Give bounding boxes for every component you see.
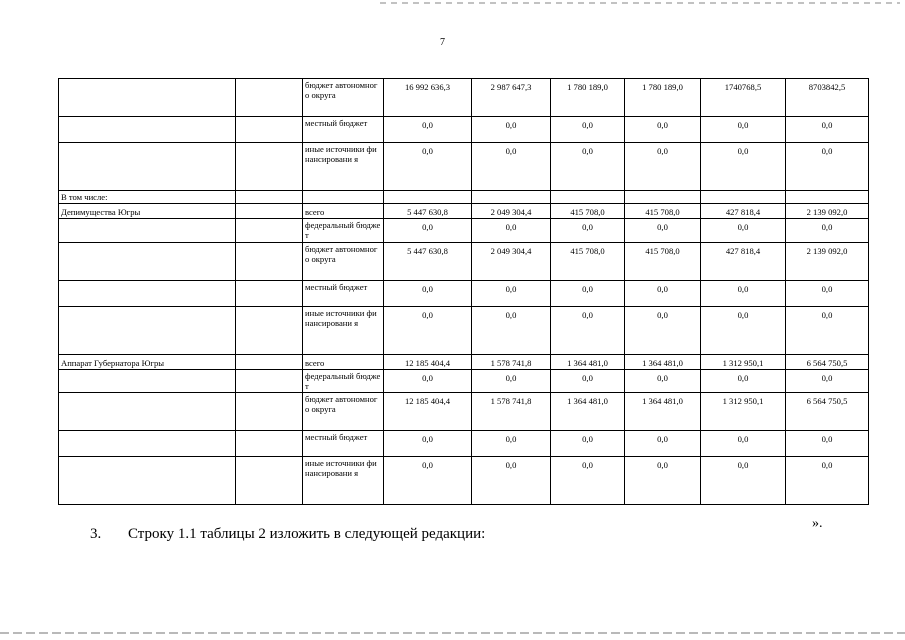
value-text: 1740768,5 [724, 82, 762, 92]
empty-cell [236, 204, 303, 219]
value-text: 0,0 [657, 433, 668, 444]
value-cell [786, 143, 869, 191]
empty-cell [236, 117, 303, 143]
value-cell [472, 242, 551, 280]
value-cell [472, 354, 551, 369]
value-text: 16 992 636,3 [404, 82, 451, 92]
closing-quote: ». [812, 516, 823, 531]
empty-cell [236, 369, 303, 392]
table-row [59, 306, 869, 354]
value-text: 415 708,0 [570, 207, 605, 218]
value-cell [701, 117, 786, 143]
value-text: 0,0 [737, 459, 749, 470]
table-row [59, 430, 869, 456]
value-cell [472, 191, 551, 204]
value-cell [384, 191, 472, 204]
value-text: 0,0 [737, 433, 749, 444]
value-cell [551, 191, 625, 204]
table-row [59, 143, 869, 191]
funding-source-cell: иные источники финансировани я [303, 306, 384, 354]
value-cell [551, 143, 625, 191]
org-cell [59, 392, 236, 430]
value-text: 0,0 [657, 146, 668, 156]
funding-source-cell: федеральный бюджет [303, 369, 384, 392]
value-text: 0,0 [737, 309, 749, 320]
scan-artifact-bottom [0, 632, 905, 634]
value-cell [786, 456, 869, 504]
value-cell [625, 354, 701, 369]
funding-source-cell [303, 191, 384, 204]
value-text: 0,0 [582, 120, 593, 130]
value-cell [701, 242, 786, 280]
empty-cell [236, 430, 303, 456]
value-cell [701, 354, 786, 369]
value-cell [384, 204, 472, 219]
value-cell [625, 456, 701, 504]
value-text: 1 578 741,8 [490, 357, 532, 368]
value-cell [472, 456, 551, 504]
value-cell [472, 117, 551, 143]
value-cell [551, 117, 625, 143]
table-row [59, 392, 869, 430]
value-text: 8703842,5 [808, 82, 846, 92]
value-text: 0,0 [422, 146, 433, 156]
value-cell [551, 430, 625, 456]
value-cell [701, 191, 786, 204]
value-text: 415 708,0 [570, 245, 605, 256]
value-text: 1 364 481,0 [567, 357, 608, 368]
table-row [59, 456, 869, 504]
value-text: 0,0 [582, 146, 593, 156]
value-cell [786, 79, 869, 117]
table-row [59, 191, 869, 204]
page-number: 7 [440, 37, 445, 48]
value-cell [551, 242, 625, 280]
table-row [59, 242, 869, 280]
table-row [59, 354, 869, 369]
value-cell [786, 280, 869, 306]
value-text: 1 364 481,0 [642, 357, 683, 368]
value-text: 415 708,0 [645, 207, 680, 218]
value-text: 0,0 [821, 309, 833, 320]
value-cell [786, 219, 869, 242]
value-cell [384, 117, 472, 143]
value-text: 0,0 [422, 309, 433, 320]
value-cell [786, 354, 869, 369]
value-cell [625, 392, 701, 430]
empty-cell [236, 143, 303, 191]
value-text: 0,0 [505, 309, 517, 320]
value-cell [551, 392, 625, 430]
org-cell [59, 369, 236, 392]
table-row [59, 79, 869, 117]
value-text: 0,0 [821, 459, 833, 470]
value-cell [701, 306, 786, 354]
value-text: 0,0 [505, 372, 517, 383]
value-cell [472, 219, 551, 242]
value-text: 12 185 404,4 [404, 395, 451, 406]
value-cell [786, 430, 869, 456]
value-text: 0,0 [582, 459, 593, 470]
value-cell [786, 242, 869, 280]
org-cell: Аппарат Губернатора Югры [59, 354, 236, 369]
value-text: 0,0 [505, 146, 517, 156]
value-cell [701, 219, 786, 242]
value-text: 12 185 404,4 [404, 357, 451, 368]
value-text: 0,0 [821, 372, 833, 383]
value-text: 0,0 [821, 222, 833, 233]
org-cell: Депимущества Югры [59, 204, 236, 219]
org-cell [59, 306, 236, 354]
empty-cell [236, 219, 303, 242]
value-text: 2 049 304,4 [490, 245, 532, 256]
funding-source-cell: местный бюджет [303, 430, 384, 456]
value-cell [551, 280, 625, 306]
value-cell [701, 204, 786, 219]
value-text: 0,0 [422, 283, 433, 294]
value-cell [786, 204, 869, 219]
funding-source-cell: бюджет автономного округа [303, 79, 384, 117]
value-text: 2 987 647,3 [490, 82, 532, 92]
value-text: 0,0 [422, 433, 433, 444]
value-cell [384, 143, 472, 191]
value-text: 1 312 950,1 [722, 395, 764, 406]
value-cell [625, 430, 701, 456]
value-text: 1 312 950,1 [722, 357, 764, 368]
org-cell [59, 430, 236, 456]
value-text: 1 364 481,0 [567, 395, 608, 406]
value-cell [472, 392, 551, 430]
value-text: 0,0 [737, 222, 749, 233]
value-text: 415 708,0 [645, 245, 680, 256]
value-cell [625, 306, 701, 354]
value-text: 0,0 [505, 459, 517, 470]
value-cell [384, 430, 472, 456]
empty-cell [236, 354, 303, 369]
value-text: 0,0 [737, 120, 749, 130]
funding-source-cell: бюджет автономного округа [303, 242, 384, 280]
value-cell [384, 369, 472, 392]
empty-cell [236, 456, 303, 504]
value-cell [384, 219, 472, 242]
value-text: 0,0 [505, 283, 517, 294]
org-cell [59, 219, 236, 242]
value-cell [786, 191, 869, 204]
value-cell [551, 306, 625, 354]
value-cell [701, 369, 786, 392]
value-text: 5 447 630,8 [407, 245, 448, 256]
value-cell [625, 280, 701, 306]
value-text: 0,0 [582, 372, 593, 383]
value-cell [625, 219, 701, 242]
org-cell [59, 117, 236, 143]
value-cell [625, 117, 701, 143]
value-text: 1 780 189,0 [642, 82, 683, 92]
org-cell [59, 242, 236, 280]
value-cell [472, 306, 551, 354]
value-cell [701, 143, 786, 191]
funding-source-cell: иные источники финансировани я [303, 456, 384, 504]
value-text: 0,0 [737, 372, 749, 383]
funding-source-cell: местный бюджет [303, 117, 384, 143]
empty-cell [236, 306, 303, 354]
value-text: 1 780 189,0 [567, 82, 608, 92]
table-row [59, 117, 869, 143]
value-cell [625, 369, 701, 392]
value-cell [472, 280, 551, 306]
value-cell [551, 354, 625, 369]
value-text: 1 578 741,8 [490, 395, 532, 406]
instruction-text: Строку 1.1 таблицы 2 изложить в следующей редакции: [128, 526, 486, 542]
value-cell [384, 79, 472, 117]
value-text: 1 364 481,0 [642, 395, 683, 406]
funding-source-cell: иные источники финансировани я [303, 143, 384, 191]
value-text: 0,0 [422, 372, 433, 383]
value-cell [625, 204, 701, 219]
table-row [59, 369, 869, 392]
value-cell [786, 306, 869, 354]
value-cell [551, 79, 625, 117]
value-cell [625, 79, 701, 117]
value-text: 6 564 750,5 [806, 357, 848, 368]
value-text: 2 139 092,0 [806, 207, 848, 218]
value-text: 0,0 [422, 222, 433, 233]
value-cell [472, 204, 551, 219]
value-text: 0,0 [657, 309, 668, 320]
value-text: 427 818,4 [725, 207, 761, 218]
value-cell [472, 430, 551, 456]
value-text: 427 818,4 [725, 245, 761, 256]
value-text: 0,0 [657, 222, 668, 233]
value-text: 0,0 [821, 433, 833, 444]
value-cell [786, 117, 869, 143]
value-cell [701, 392, 786, 430]
value-cell [551, 456, 625, 504]
table-row [59, 280, 869, 306]
value-text: 0,0 [737, 283, 749, 294]
value-cell [701, 430, 786, 456]
value-text: 0,0 [422, 459, 433, 470]
value-cell [701, 280, 786, 306]
value-cell [551, 369, 625, 392]
org-cell [59, 456, 236, 504]
empty-cell [236, 280, 303, 306]
value-text: 0,0 [821, 283, 833, 294]
value-cell [625, 143, 701, 191]
value-text: 0,0 [505, 222, 517, 233]
value-cell [384, 306, 472, 354]
value-text: 0,0 [657, 372, 668, 383]
value-cell [701, 79, 786, 117]
value-text: 0,0 [582, 283, 593, 294]
value-text: 0,0 [582, 222, 593, 233]
value-cell [384, 456, 472, 504]
value-cell [384, 280, 472, 306]
org-cell [59, 280, 236, 306]
value-text: 0,0 [657, 459, 668, 470]
value-text: 0,0 [657, 120, 668, 130]
value-cell [384, 354, 472, 369]
scan-artifact-top [380, 2, 900, 4]
value-cell [625, 242, 701, 280]
org-cell [59, 143, 236, 191]
value-text: 0,0 [582, 309, 593, 320]
value-text: 0,0 [821, 120, 833, 130]
value-text: 0,0 [657, 283, 668, 294]
value-cell [472, 143, 551, 191]
value-text: 2 049 304,4 [490, 207, 532, 218]
value-text: 6 564 750,5 [806, 395, 848, 406]
value-cell [786, 369, 869, 392]
value-cell [551, 204, 625, 219]
empty-cell [236, 79, 303, 117]
value-text: 0,0 [737, 146, 749, 156]
value-text: 2 139 092,0 [806, 245, 848, 256]
funding-source-cell: бюджет автономного округа [303, 392, 384, 430]
value-text: 5 447 630,8 [407, 207, 448, 218]
funding-source-cell: всего [303, 204, 384, 219]
value-text: 0,0 [821, 146, 833, 156]
financing-table [58, 78, 869, 505]
value-text: 0,0 [422, 120, 433, 130]
table-row [59, 204, 869, 219]
table-row [59, 219, 869, 242]
value-cell [384, 242, 472, 280]
value-cell [786, 392, 869, 430]
value-text: 0,0 [505, 120, 517, 130]
org-cell [59, 79, 236, 117]
value-cell [625, 191, 701, 204]
value-cell [472, 79, 551, 117]
org-cell: В том числе: [59, 191, 236, 204]
instruction-number: 3. [90, 526, 102, 542]
value-cell [472, 369, 551, 392]
value-text: 0,0 [505, 433, 517, 444]
funding-source-cell: федеральный бюджет [303, 219, 384, 242]
funding-source-cell: всего [303, 354, 384, 369]
value-cell [701, 456, 786, 504]
value-cell [384, 392, 472, 430]
value-cell [551, 219, 625, 242]
empty-cell [236, 242, 303, 280]
funding-source-cell: местный бюджет [303, 280, 384, 306]
empty-cell [236, 191, 303, 204]
value-text: 0,0 [582, 433, 593, 444]
empty-cell [236, 392, 303, 430]
